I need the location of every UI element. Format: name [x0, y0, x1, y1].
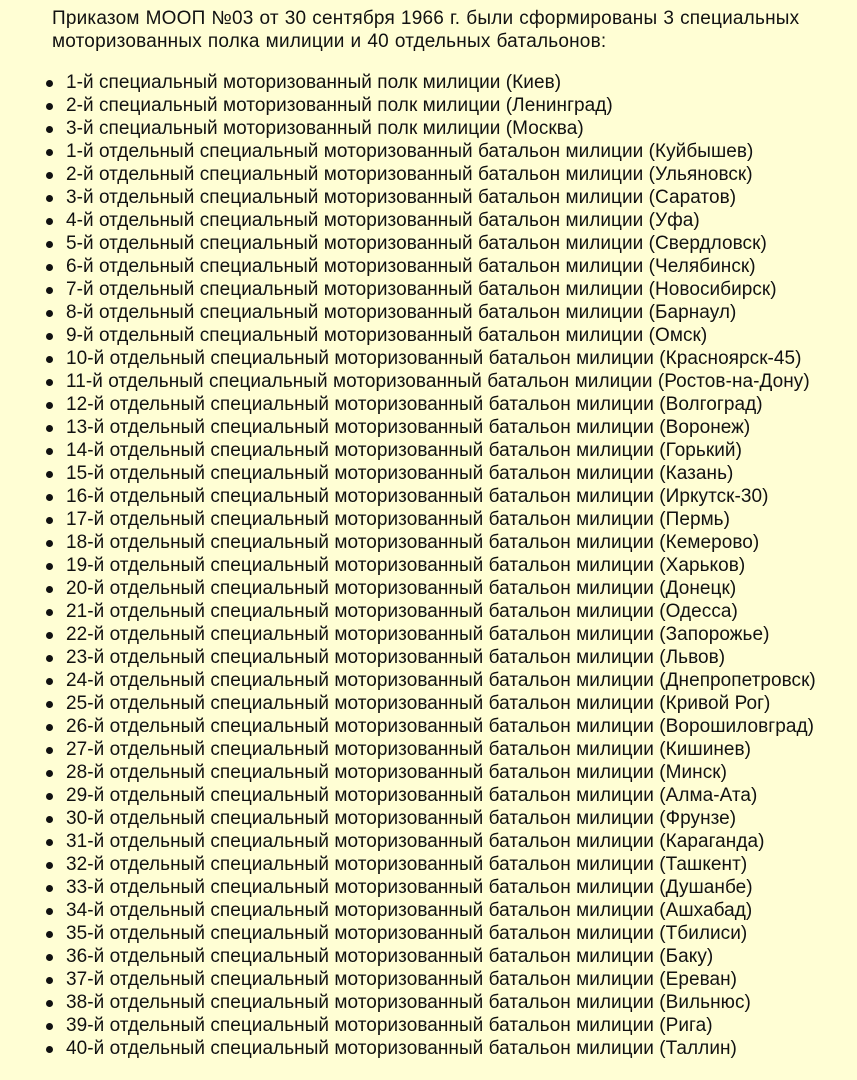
list-item — [0, 140, 857, 163]
list-item-text: 32-й отдельный специальный моторизованный батальон милиции (Ташкент) — [66, 854, 748, 875]
list-item-text: 2-й отдельный специальный моторизованный батальон милиции (Ульяновск) — [66, 164, 753, 185]
bullet-icon — [46, 494, 53, 501]
list-item-text: 15-й отдельный специальный моторизованный батальон милиции (Казань) — [66, 463, 734, 484]
bullet-icon — [46, 816, 53, 823]
list-item — [0, 600, 857, 623]
list-item — [0, 922, 857, 945]
bullet-icon — [46, 609, 53, 616]
bullet-icon — [46, 172, 53, 179]
list-item — [0, 439, 857, 462]
bullet-icon — [46, 885, 53, 892]
list-item-text: 35-й отдельный специальный моторизованный батальон милиции (Тбилиси) — [66, 923, 748, 944]
list-item — [0, 623, 857, 646]
bullet-icon — [46, 701, 53, 708]
list-item-text: 10-й отдельный специальный моторизованный батальон милиции (Красноярск-45) — [66, 348, 802, 369]
list-item — [0, 899, 857, 922]
list-item-text: 11-й отдельный специальный моторизованный батальон милиции (Ростов-на-Дону) — [66, 371, 810, 392]
list-item — [0, 738, 857, 761]
list-item-text: 14-й отдельный специальный моторизованный батальон милиции (Горький) — [66, 440, 742, 461]
list-item — [0, 692, 857, 715]
list-item — [0, 807, 857, 830]
list-item — [0, 163, 857, 186]
bullet-icon — [46, 839, 53, 846]
bullet-icon — [46, 402, 53, 409]
list-item — [0, 301, 857, 324]
list-item-text: 1-й специальный моторизованный полк милиции (Киев) — [66, 72, 562, 93]
list-item — [0, 508, 857, 531]
list-item — [0, 830, 857, 853]
list-item — [0, 554, 857, 577]
list-item-text: 39-й отдельный специальный моторизованный батальон милиции (Рига) — [66, 1015, 713, 1036]
list-item-text: 31-й отдельный специальный моторизованный батальон милиции (Караганда) — [66, 831, 765, 852]
list-item-text: 24-й отдельный специальный моторизованный батальон милиции (Днепропетровск) — [66, 670, 816, 691]
bullet-icon — [46, 563, 53, 570]
list-item — [0, 761, 857, 784]
bullet-icon — [46, 1023, 53, 1030]
bullet-icon — [46, 310, 53, 317]
list-item-text: 5-й отдельный специальный моторизованный батальон милиции (Свердловск) — [66, 233, 767, 254]
bullet-icon — [46, 126, 53, 133]
list-item — [0, 646, 857, 669]
list-item-text: 33-й отдельный специальный моторизованный батальон милиции (Душанбе) — [66, 877, 753, 898]
list-item — [0, 945, 857, 968]
bullet-icon — [46, 908, 53, 915]
list-item-text: 3-й специальный моторизованный полк милиции (Москва) — [66, 118, 584, 139]
list-item — [0, 255, 857, 278]
bullet-icon — [46, 586, 53, 593]
list-item-text: 34-й отдельный специальный моторизованный батальон милиции (Ашхабад) — [66, 900, 753, 921]
list-item-text: 40-й отдельный специальный моторизованный батальон милиции (Таллин) — [66, 1038, 737, 1059]
list-item-text: 9-й отдельный специальный моторизованный батальон милиции (Омск) — [66, 325, 708, 346]
list-item-text: 28-й отдельный специальный моторизованный батальон милиции (Минск) — [66, 762, 727, 783]
list-item — [0, 209, 857, 232]
bullet-icon — [46, 977, 53, 984]
list-item-text: 22-й отдельный специальный моторизованный батальон милиции (Запорожье) — [66, 624, 770, 645]
units-list — [0, 53, 857, 1060]
list-item-text: 29-й отдельный специальный моторизованный батальон милиции (Алма-Ата) — [66, 785, 758, 806]
list-item-text: 17-й отдельный специальный моторизованный батальон милиции (Пермь) — [66, 509, 731, 530]
bullet-icon — [46, 218, 53, 225]
list-item-text: 20-й отдельный специальный моторизованный батальон милиции (Донецк) — [66, 578, 737, 599]
list-item-text: 25-й отдельный специальный моторизованный батальон милиции (Кривой Рог) — [66, 693, 771, 714]
bullet-icon — [46, 678, 53, 685]
list-item — [0, 853, 857, 876]
list-item-text: 3-й отдельный специальный моторизованный батальон милиции (Саратов) — [66, 187, 737, 208]
list-item — [0, 577, 857, 600]
list-item — [0, 278, 857, 301]
list-item — [0, 715, 857, 738]
bullet-icon — [46, 356, 53, 363]
bullet-icon — [46, 1000, 53, 1007]
list-item-text: 23-й отдельный специальный моторизованный батальон милиции (Львов) — [66, 647, 726, 668]
bullet-icon — [46, 655, 53, 662]
list-item — [0, 94, 857, 117]
list-item-text: 1-й отдельный специальный моторизованный батальон милиции (Куйбышев) — [66, 141, 754, 162]
bullet-icon — [46, 1046, 53, 1053]
list-item — [0, 416, 857, 439]
list-item-text: 37-й отдельный специальный моторизованный батальон милиции (Ереван) — [66, 969, 738, 990]
list-item — [0, 462, 857, 485]
bullet-icon — [46, 80, 53, 87]
list-item-text: 18-й отдельный специальный моторизованный батальон милиции (Кемерово) — [66, 532, 760, 553]
bullet-icon — [46, 517, 53, 524]
intro-paragraph: Приказом МООП №03 от 30 сентября 1966 г. были сформированы 3 специальных моторизованных полка милиции и 40 отдельных батальонов: — [52, 8, 800, 52]
list-item — [0, 669, 857, 692]
list-item — [0, 1014, 857, 1037]
list-item-text: 12-й отдельный специальный моторизованный батальон милиции (Волгоград) — [66, 394, 763, 415]
bullet-icon — [46, 103, 53, 110]
list-item — [0, 876, 857, 899]
bullet-icon — [46, 793, 53, 800]
bullet-icon — [46, 632, 53, 639]
list-item — [0, 968, 857, 991]
list-item — [0, 1037, 857, 1060]
list-item — [0, 370, 857, 393]
bullet-icon — [46, 862, 53, 869]
list-item-text: 21-й отдельный специальный моторизованный батальон милиции (Одесса) — [66, 601, 738, 622]
list-item — [0, 393, 857, 416]
list-item-text: 13-й отдельный специальный моторизованный батальон милиции (Воронеж) — [66, 417, 751, 438]
list-item — [0, 232, 857, 255]
list-item — [0, 71, 857, 94]
list-item — [0, 186, 857, 209]
list-item-text: 30-й отдельный специальный моторизованный батальон милиции (Фрунзе) — [66, 808, 737, 829]
list-item — [0, 485, 857, 508]
list-item — [0, 347, 857, 370]
list-item — [0, 991, 857, 1014]
bullet-icon — [46, 931, 53, 938]
list-item-text: 4-й отдельный специальный моторизованный батальон милиции (Уфа) — [66, 210, 700, 231]
bullet-icon — [46, 747, 53, 754]
list-item-text: 38-й отдельный специальный моторизованный батальон милиции (Вильнюс) — [66, 992, 751, 1013]
list-item-text: 26-й отдельный специальный моторизованный батальон милиции (Ворошиловград) — [66, 716, 814, 737]
bullet-icon — [46, 333, 53, 340]
bullet-icon — [46, 195, 53, 202]
bullet-icon — [46, 241, 53, 248]
bullet-icon — [46, 264, 53, 271]
list-item-text: 19-й отдельный специальный моторизованный батальон милиции (Харьков) — [66, 555, 746, 576]
bullet-icon — [46, 448, 53, 455]
bullet-icon — [46, 425, 53, 432]
list-item-text: 2-й специальный моторизованный полк милиции (Ленинград) — [66, 95, 613, 116]
list-item-text: 8-й отдельный специальный моторизованный батальон милиции (Барнаул) — [66, 302, 737, 323]
bullet-icon — [46, 540, 53, 547]
bullet-icon — [46, 149, 53, 156]
list-item — [0, 531, 857, 554]
bullet-icon — [46, 471, 53, 478]
list-item-text: 27-й отдельный специальный моторизованный батальон милиции (Кишинев) — [66, 739, 752, 760]
list-item-text: 7-й отдельный специальный моторизованный батальон милиции (Новосибирск) — [66, 279, 777, 300]
list-item-text: 6-й отдельный специальный моторизованный батальон милиции (Челябинск) — [66, 256, 756, 277]
bullet-icon — [46, 724, 53, 731]
list-item — [0, 117, 857, 140]
bullet-icon — [46, 287, 53, 294]
list-item — [0, 324, 857, 347]
list-item — [0, 784, 857, 807]
list-item-text: 36-й отдельный специальный моторизованный батальон милиции (Баку) — [66, 946, 714, 967]
bullet-icon — [46, 379, 53, 386]
bullet-icon — [46, 770, 53, 777]
bullet-icon — [46, 954, 53, 961]
list-item-text: 16-й отдельный специальный моторизованный батальон милиции (Иркутск-30) — [66, 486, 769, 507]
